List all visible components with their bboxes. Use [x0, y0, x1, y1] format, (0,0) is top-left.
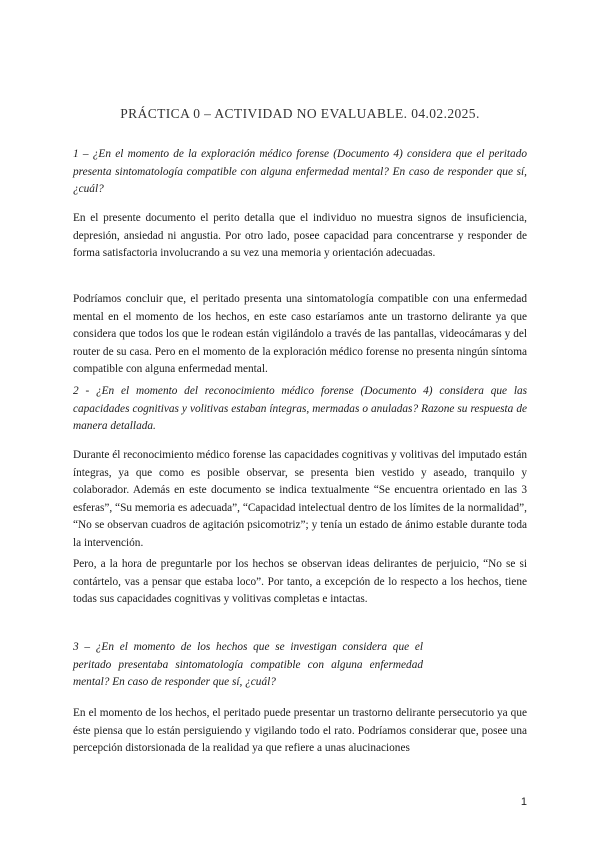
question-2: 2 - ¿En el momento del reconocimiento médico forense (Documento 4) considera que las capacidades cognitivas y volitivas estaban íntegras, mermadas o anuladas? Razone su respuesta de manera detallada.: [73, 385, 527, 433]
document-title: PRÁCTICA 0 – ACTIVIDAD NO EVALUABLE. 04.02.2025.: [120, 106, 480, 121]
question-1: 1 – ¿En el momento de la exploración médico forense (Documento 4) considera que el peritado presenta sintomatología compatible con alguna enfermedad mental? En caso de responder que sí, ¿cuál?: [73, 148, 527, 196]
page-number: 1: [520, 796, 527, 808]
question-3: 3 – ¿En el momento de los hechos que se investigan considera que el peritado presentaba sintomatología compatible con alguna enfermedad mental? En caso de responder que sí, ¿cuál?: [73, 641, 423, 689]
answer-2-paragraph-1: Durante él reconocimiento médico forense las capacidades cognitivas y volitivas del imputado están íntegras, ya que como es posible observar, se presenta bien vestido y aseado, tranquilo y colaborador. Además en este documento se indica textualmente “Se encuentra orientado en las 3 esferas”, “Su memoria es adecuada”, “Capacidad intelectual dentro de los límites de la normalidad”, “No se observan cuadros de agitación psicomotriz”; y tenía un estado de ánimo estable durante toda la intervención.: [73, 449, 527, 549]
answer-1-paragraph-1: En el presente documento el perito detalla que el individuo no muestra signos de insuficiencia, depresión, ansiedad ni angustia. Por otro lado, posee capacidad para concentrarse y responder de forma satisfactoria involucrando a su vez una memoria y orientación adecuadas.: [73, 212, 527, 260]
answer-1-paragraph-2: Podríamos concluir que, el peritado presenta una sintomatología compatible con una enfermedad mental en el momento de los hechos, en este caso estaríamos ante un trastorno delirante ya que considera que todos los que le rodean están vigilándolo a través de las pantallas, videocámaras y del router de su casa. Pero en el momento de la exploración médico forense no presenta ningún síntoma compatible con alguna enfermedad mental.: [73, 293, 527, 376]
answer-2-paragraph-2: Pero, a la hora de preguntarle por los hechos se observan ideas delirantes de perjuicio, “No se si contártelo, vas a pensar que estaba loco”. Por tanto, a excepción de lo respecto a los hechos, tiene todas sus capacidades cognitivas y volitivas completas e intactas.: [73, 558, 527, 606]
answer-3-paragraph-1: En el momento de los hechos, el peritado puede presentar un trastorno delirante persecutorio ya que éste piensa que lo están persiguiendo y vigilando todo el rato. Podríamos considerar que, posee una percepción distorsionada de la realidad ya que refiere a unas alucinaciones: [73, 707, 527, 755]
